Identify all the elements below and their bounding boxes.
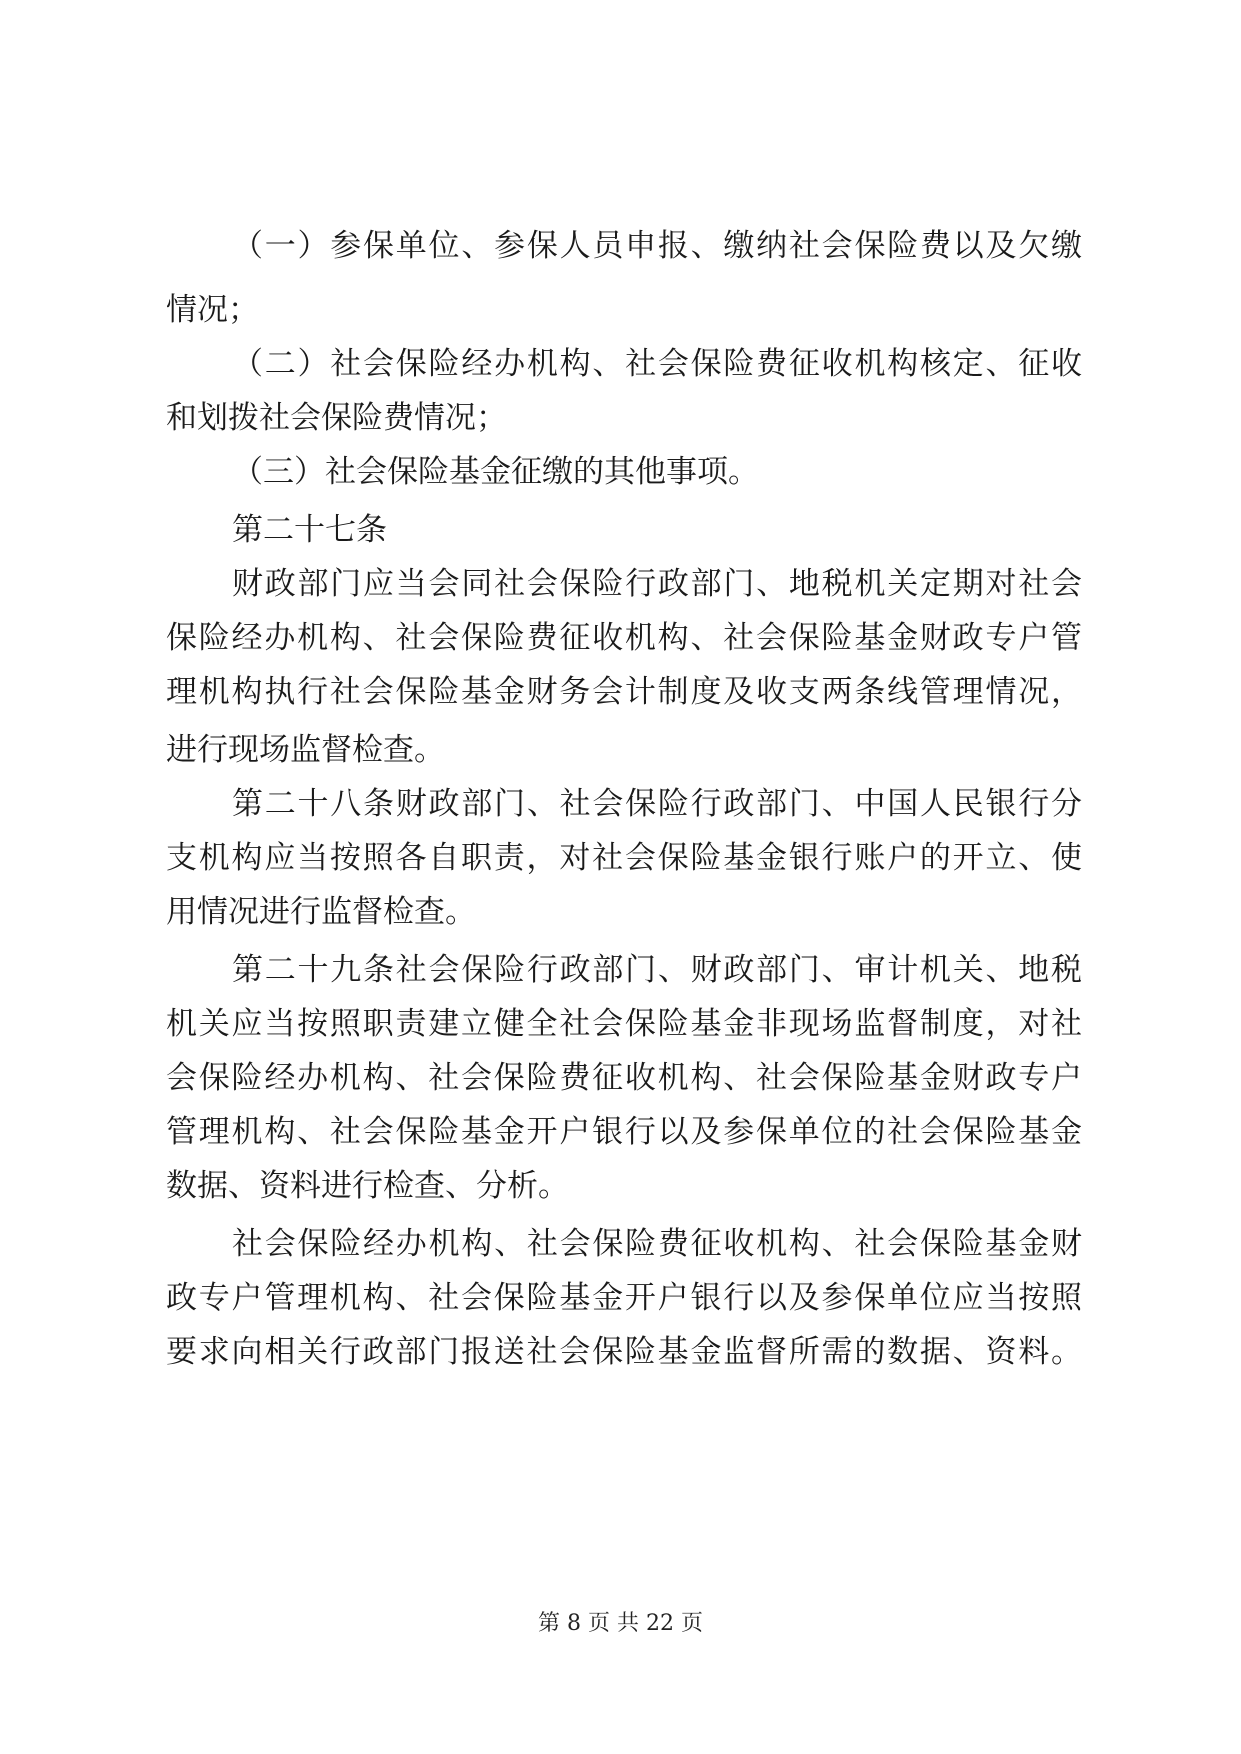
article-heading: 第二十七条 [232,512,387,548]
text-line: 第二十九条社会保险行政部门、财政部门、审计机关、地税 [232,952,1082,988]
text-line: 第二十八条财政部门、社会保险行政部门、中国人民银行分 [232,786,1082,822]
text-line: 机关应当按照职责建立健全社会保险基金非现场监督制度，对社 [166,1006,1082,1042]
text-line: （三）社会保险基金征缴的其他事项。 [232,454,759,490]
page-number-footer: 第 8 页 共 22 页 [538,1611,703,1636]
text-line: 会保险经办机构、社会保险费征收机构、社会保险基金财政专户 [166,1060,1082,1096]
text-line: 支机构应当按照各自职责，对社会保险基金银行账户的开立、使 [166,840,1082,876]
text-line: 和划拨社会保险费情况； [166,400,507,436]
text-line: 社会保险经办机构、社会保险费征收机构、社会保险基金财 [232,1226,1082,1262]
text-line: 管理机构、社会保险基金开户银行以及参保单位的社会保险基金 [166,1114,1082,1150]
text-line: 财政部门应当会同社会保险行政部门、地税机关定期对社会 [232,566,1082,602]
text-line: （二）社会保险经办机构、社会保险费征收机构核定、征收 [232,346,1082,382]
text-line: 进行现场监督检查。 [166,732,445,768]
text-line: 情况； [166,292,259,328]
text-line: （一）参保单位、参保人员申报、缴纳社会保险费以及欠缴 [232,228,1082,264]
text-line: 保险经办机构、社会保险费征收机构、社会保险基金财政专户管 [166,620,1082,656]
text-line: 要求向相关行政部门报送社会保险基金监督所需的数据、资料。 [166,1334,1082,1370]
text-line: 政专户管理机构、社会保险基金开户银行以及参保单位应当按照 [166,1280,1082,1316]
text-line: 理机构执行社会保险基金财务会计制度及收支两条线管理情况， [166,674,1082,710]
text-line: 用情况进行监督检查。 [166,894,476,930]
text-line: 数据、资料进行检查、分析。 [166,1168,569,1204]
